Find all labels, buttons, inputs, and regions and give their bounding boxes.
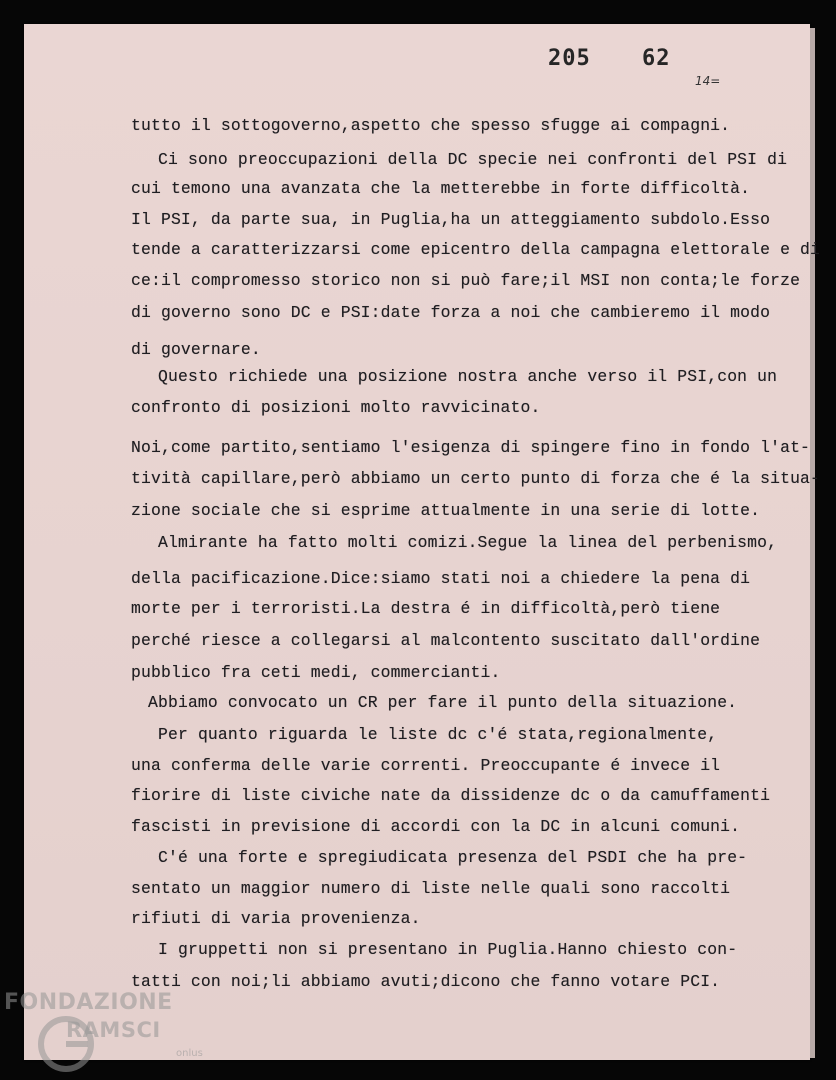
text-line: confronto di posizioni molto ravvicinato. (131, 398, 541, 417)
text-line: di governare. (131, 340, 261, 359)
text-line: una conferma delle varie correnti. Preoccupante é invece il (131, 756, 721, 775)
page-edge (810, 28, 815, 1058)
page-number-primary: 205 (548, 46, 591, 71)
text-line: Noi,come partito,sentiamo l'esigenza di spingere fino in fondo l'at- (131, 438, 811, 457)
text-line: zione sociale che si esprime attualmente in una serie di lotte. (131, 501, 761, 520)
text-line: Abbiamo convocato un CR per fare il punto della situazione. (148, 693, 738, 712)
text-line: Ci sono preoccupazioni della DC specie nei confronti del PSI di (158, 150, 788, 169)
text-line: I gruppetti non si presentano in Puglia.Hanno chiesto con- (158, 940, 738, 959)
text-line: tende a caratterizzarsi come epicentro della campagna elettorale e di (131, 240, 821, 259)
text-line: Il PSI, da parte sua, in Puglia,ha un atteggiamento subdolo.Esso (131, 210, 771, 229)
watermark-line2: RAMSCI (66, 1018, 161, 1042)
text-line: tutto il sottogoverno,aspetto che spesso sfugge ai compagni. (131, 116, 731, 135)
text-line: fiorire di liste civiche nate da dissidenze dc o da camuffamenti (131, 786, 771, 805)
text-line: della pacificazione.Dice:siamo stati noi a chiedere la pena di (131, 569, 751, 588)
text-line: Almirante ha fatto molti comizi.Segue la linea del perbenismo, (158, 533, 778, 552)
text-line: tività capillare,però abbiamo un certo punto di forza che é la situa- (131, 469, 821, 488)
text-line: C'é una forte e spregiudicata presenza del PSDI che ha pre- (158, 848, 748, 867)
text-line: perché riesce a collegarsi al malcontento suscitato dall'ordine (131, 631, 761, 650)
text-line: ce:il compromesso storico non si può fare;il MSI non conta;le forze (131, 271, 801, 290)
text-line: tatti con noi;li abbiamo avuti;dicono che fanno votare PCI. (131, 972, 721, 991)
text-line: sentato un maggior numero di liste nelle quali sono raccolti (131, 879, 731, 898)
text-line: morte per i terroristi.La destra é in difficoltà,però tiene (131, 599, 721, 618)
text-line: cui temono una avanzata che la metterebbe in forte difficoltà. (131, 179, 751, 198)
watermark-suffix: onlus (176, 1048, 203, 1059)
text-line: di governo sono DC e PSI:date forza a noi che cambieremo il modo (131, 303, 771, 322)
page-number-secondary: 62 (642, 46, 671, 71)
handwritten-page-note: 14= (695, 74, 721, 88)
watermark-line1: FONDAZIONE (4, 990, 173, 1015)
text-line: Questo richiede una posizione nostra anche verso il PSI,con un (158, 367, 778, 386)
text-line: Per quanto riguarda le liste dc c'é stata,regionalmente, (158, 725, 718, 744)
text-line: rifiuti di varia provenienza. (131, 909, 421, 928)
text-line: fascisti in previsione di accordi con la DC in alcuni comuni. (131, 817, 741, 836)
text-line: pubblico fra ceti medi, commercianti. (131, 663, 501, 682)
